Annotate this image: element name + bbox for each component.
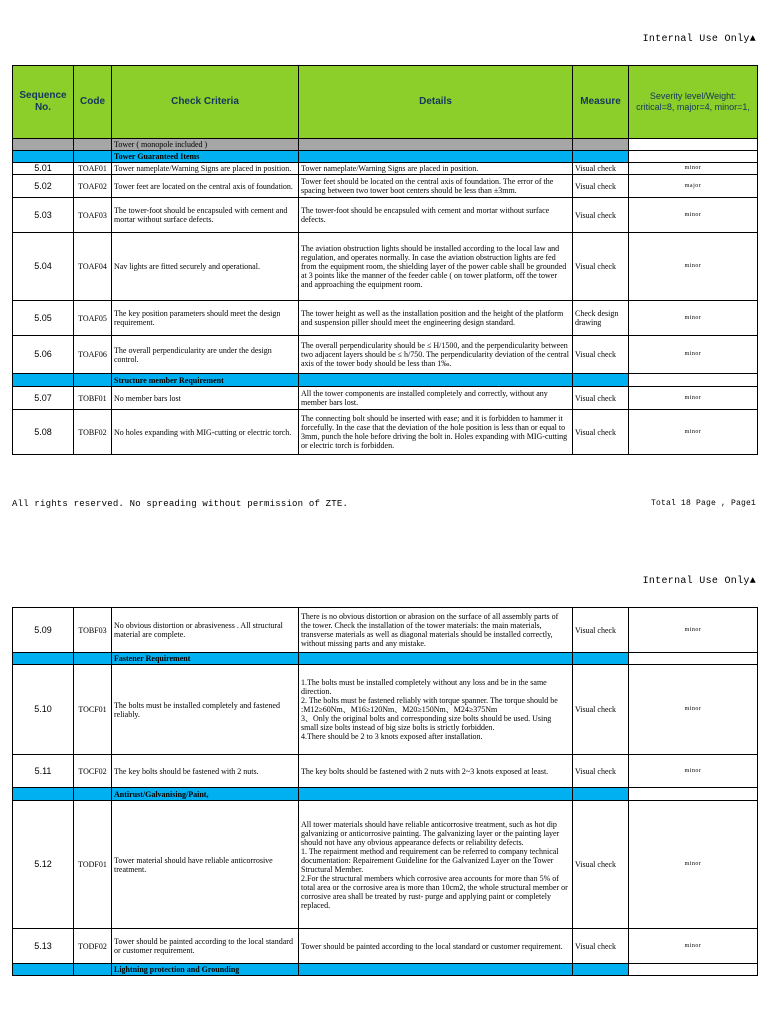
group-row: [13, 788, 758, 801]
section-label: Tower ( monopole included ): [112, 139, 299, 151]
group-label: Fastener Requirement: [112, 653, 299, 665]
table-row: 5.02 TOAF02 Tower feet are located on the central axis of foundation. Tower feet should be located on the central axis of foundation. The error of the spacing between two tower boot centers should be less than ±3mm. Visual check major: [13, 175, 758, 198]
table-row: 5.08 TOBF02 No holes expanding with MIG-cutting or electric torch. The connecting bolt should be inserted with ease; and it is forbidden to hammer it forcefully. In the case that the deviation of the hole position is less than or equal to 3mm, punch the hole before driving the bolt in. Holes expanding with MIG-cutting or electric torch is forbidden. Visual check minor: [13, 410, 758, 455]
table-row: 5.12 TODF01 Tower material should have reliable anticorrosive treatment. All tower materials should have reliable anticorrosive treatment, such as hot dip galvanizing or anticorrosive painting. The galvanizing layer or the painting layer should not have any obvious appearance defects or reliability defects. 1. The repairment method and requirement can be referred to company technical documentation: Repairement Guideline for the Galvanized Layer on the Tower Structural Member. 2.For the structural members which corrosive area accounts for more than 5% of total area or the corrosive area is more than 10cm2, the whole structural member or corrosive area shall be treated by rust- purge and applying paint or completely replaced. Visual check minor: [13, 801, 758, 929]
section-row: [13, 139, 758, 151]
table-row: 5.07 TOBF01 No member bars lost All the tower components are installed completely and correctly, without any member bars lost. Visual check minor: [13, 387, 758, 410]
table-row: 5.01 TOAF01 Tower nameplate/Warning Signs are placed in position. Tower nameplate/Warning Signs are placed in position. Visual check minor: [13, 163, 758, 175]
col-measure: Measure: [573, 66, 629, 139]
page-count: Total 18 Page , Page1: [650, 499, 756, 508]
check-table-page1: [12, 65, 758, 455]
col-code: Code: [74, 66, 112, 139]
group-row: [13, 374, 758, 387]
internal-use-note: Internal Use Only▲: [642, 34, 756, 45]
group-label: Tower Guaranteed Items: [112, 151, 299, 163]
table-row: 5.05 TOAF05 The key position parameters should meet the design requirement. The tower height as well as the installation position and the height of the platform and suspension piller should meet the engineering design standard. Check design drawing minor: [13, 301, 758, 336]
check-table-page2: [12, 607, 758, 976]
table-row: 5.13 TODF02 Tower should be painted according to the local standard or customer requirement. Tower should be painted according to the local standard or customer requirement. Visual check minor: [13, 929, 758, 964]
table-row: 5.04 TOAF04 Nav lights are fitted securely and operational. The aviation obstruction lights should be installed according to the local law and regulation, and operates normally. In case the aviation obstruction lights are fed from the equipment room, the shielding layer of the power cable shall be grounded at 3 points like the manner of the feeder cable ( on tower platform, off the tower and approaching the equipment room. Visual check minor: [13, 233, 758, 301]
table-row: 5.09 TOBF03 No obvious distortion or abrasiveness . All structural material are complete. There is no obvious distortion or abrasion on the surface of all assembly parts of the tower. Check the installation of the tower materials: the main materials, transverse materials as well as diagonal materials should be installed correctly, without missing parts and any mistake. Visual check minor: [13, 608, 758, 653]
table-row: 5.10 TOCF01 The bolts must be installed completely and fastened reliably. 1.The bolts must be installed completely without any loss and be in the same direction. 2. The bolts must be fastened reliably with torque spanner. The torque should be :M12≥60Nm、M16≥120Nm、M20≥150Nm、M24≥375Nm 3、Only the original bolts and corresponding size bolts should be used. Using small size bolts instead of big size bolts is strictly forbidden. 4.There should be 2 to 3 knots exposed after installation. Visual check minor: [13, 665, 758, 755]
internal-use-note: Internal Use Only▲: [642, 576, 756, 587]
group-label: Antirust/Galvanising/Paint,: [112, 788, 299, 801]
table-row: 5.03 TOAF03 The tower-foot should be encapsuled with cement and mortar without surface defects. The tower-foot should be encapsuled with cement and mortar without surface defects. Visual check minor: [13, 198, 758, 233]
group-label: Structure member Requirement: [112, 374, 299, 387]
col-sequence: Sequence No.: [13, 66, 74, 139]
col-severity: Severity level/Weight: critical=8, major=4, minor=1,: [629, 66, 758, 139]
col-criteria: Check Criteria: [112, 66, 299, 139]
group-row: [13, 151, 758, 163]
col-details: Details: [299, 66, 573, 139]
table-row: 5.11 TOCF02 The key bolts should be fastened with 2 nuts. The key bolts should be fastened with 2 nuts with 2~3 knots exposed at least. Visual check minor: [13, 755, 758, 788]
group-row: [13, 964, 758, 976]
group-row: [13, 653, 758, 665]
table-header-row: [13, 66, 758, 139]
group-label: Lightning protection and Grounding: [112, 964, 299, 976]
table-row: 5.06 TOAF06 The overall perpendicularity are under the design control. The overall perpendicularity should be ≤ H/1500, and the perpendicularity between two adjacent layers should be ≤ h/750. The perpendicularity deviation of the central axis of the tower body should be less than 1‰. Visual check minor: [13, 336, 758, 374]
copyright-footer: All rights reserved. No spreading without permission of ZTE.: [12, 499, 349, 509]
